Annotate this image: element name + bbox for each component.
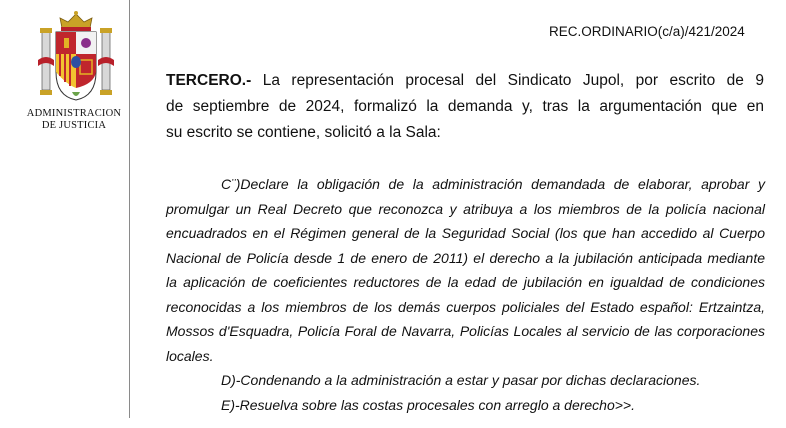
tercero-paragraph xyxy=(166,68,764,146)
institution-line-2: DE JUSTICIA xyxy=(41,120,107,131)
quote-line: la aplicación de coeficientes reductores de la edad de jubilación en igualdad de condiciones xyxy=(166,274,765,290)
quote-line: reconocidas a los miembros de los demás cuerpos policiales del Estado español: Ertzaintza, xyxy=(166,298,765,315)
quote-line: E)-Resuelva sobre las costas procesales con arreglo a derecho>>. xyxy=(221,396,635,413)
quote-line: C¨)Declare la obligación de la administración demandada de elaborar, aprobar y xyxy=(221,176,765,192)
quote-line: Nacional de Policía desde 1 de enero de 2011) el derecho a la jubilación anticipada mediante xyxy=(166,249,765,266)
paragraph-line: su escrito se contiene, solicitó a la Sala: xyxy=(166,124,441,141)
case-reference: REC.ORDINARIO(c/a)/421/2024 xyxy=(549,24,745,39)
paragraph-line: TERCERO.- La representación procesal del Sindicato Jupol, por escrito de 9 xyxy=(166,72,764,89)
institution-name xyxy=(18,108,130,132)
margin-divider xyxy=(129,0,130,418)
quote-line: D)-Condenando a la administración a estar y pasar por dichas declaraciones. xyxy=(221,372,701,388)
quote-line: Mossos d'Esquadra, Policía Foral de Navarra, Policías Locales al servicio de las corporaciones xyxy=(166,323,765,339)
petition-quote xyxy=(166,172,765,417)
quote-line: encuadrados en el Régimen general de la Seguridad Social (los que han accedido al Cuerpo xyxy=(166,225,765,241)
quote-line: locales. xyxy=(166,347,214,364)
coat-of-arms-icon xyxy=(38,10,114,106)
paragraph-line: de septiembre de 2024, formalizó la demanda y, tras la argumentación que en xyxy=(166,98,764,115)
institution-line-1: ADMINISTRACION xyxy=(26,108,122,119)
administracion-justicia-logo xyxy=(18,10,128,134)
quote-line: promulgar un Real Decreto que reconozca y atribuya a los miembros de la policía nacional xyxy=(166,200,765,217)
section-heading: TERCERO.- xyxy=(166,72,252,89)
